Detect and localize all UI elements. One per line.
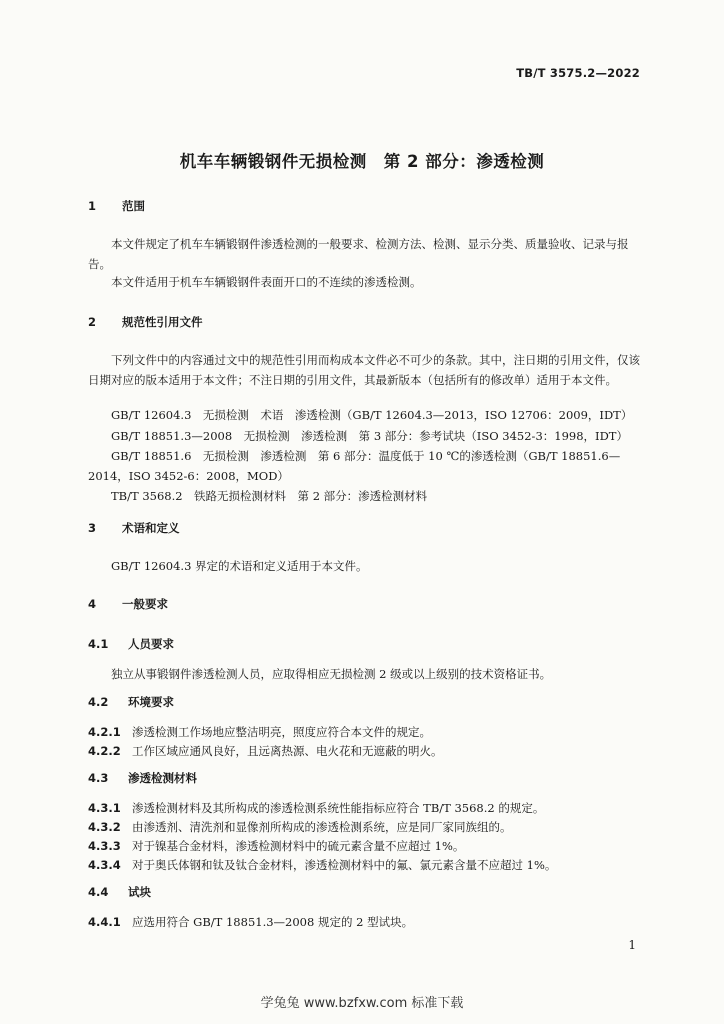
clause-text: 工作区域应通风良好，且远离热源、电火花和无遮蔽的明火。 xyxy=(132,744,443,758)
scope-paragraph-1: 本文件规定了机车车辆锻钢件渗透检测的一般要求、检测方法、检测、显示分类、质量验收、记录与报告。 xyxy=(88,237,629,271)
clause-number: 4.3.3 xyxy=(88,839,121,853)
section-title: 术语和定义 xyxy=(122,521,180,535)
section-title: 范围 xyxy=(122,199,145,213)
reference-item: GB/T 12604.3 无损检测 术语 渗透检测（GB/T 12604.3—2013，ISO 12706：2009，IDT） xyxy=(111,408,633,422)
section-title: 环境要求 xyxy=(128,695,174,709)
clause-item xyxy=(88,743,443,759)
section-title: 人员要求 xyxy=(128,637,174,651)
section-2-heading xyxy=(88,314,203,330)
document-title: 机车车辆锻钢件无损检测 第 2 部分：渗透检测 xyxy=(179,152,545,171)
section-3-heading xyxy=(88,520,180,536)
section-number: 2 xyxy=(88,315,97,329)
section-4-2-heading xyxy=(88,694,174,710)
reference-item: TB/T 3568.2 铁路无损检测材料 第 2 部分：渗透检测材料 xyxy=(111,489,428,503)
clause-text: 由渗透剂、清洗剂和显像剂所构成的渗透检测系统，应是同厂家同族组的。 xyxy=(132,820,512,834)
section-number: 3 xyxy=(88,521,97,535)
footer-watermark: 学兔兔 www.bzfxw.com 标准下载 xyxy=(260,996,464,1011)
clause-text: 对于奥氏体钢和钛及钛合金材料，渗透检测材料中的氟、氯元素含量不应超过 1%。 xyxy=(132,858,557,872)
section-number: 4 xyxy=(88,597,97,611)
scope-paragraph-2: 本文件适用于机车车辆锻钢件表面开口的不连续的渗透检测。 xyxy=(111,275,422,289)
clause-number: 4.3.2 xyxy=(88,820,121,834)
clause-item xyxy=(88,800,544,816)
section-title: 规范性引用文件 xyxy=(122,315,203,329)
references-intro: 下列文件中的内容通过文中的规范性引用而构成本文件必不可少的条款。其中，注日期的引用文件，仅该日期对应的版本适用于本文件；不注日期的引用文件，其最新版本（包括所有的修改单）适用于本文件。 xyxy=(88,353,640,387)
personnel-paragraph: 独立从事锻钢件渗透检测人员，应取得相应无损检测 2 级或以上级别的技术资格证书。 xyxy=(111,667,552,681)
clause-number: 4.3.4 xyxy=(88,858,121,872)
section-number: 1 xyxy=(88,199,97,213)
section-title: 渗透检测材料 xyxy=(128,771,197,785)
clause-text: 应选用符合 GB/T 18851.3—2008 规定的 2 型试块。 xyxy=(132,915,414,929)
clause-text: 对于镍基合金材料，渗透检测材料中的硫元素含量不应超过 1%。 xyxy=(132,839,465,853)
page-number: 1 xyxy=(628,938,636,952)
clause-number: 4.3.1 xyxy=(88,801,121,815)
clause-item xyxy=(88,857,556,873)
section-title: 一般要求 xyxy=(122,597,168,611)
clause-item xyxy=(88,914,413,930)
clause-number: 4.2.2 xyxy=(88,744,121,758)
section-4-1-heading xyxy=(88,636,174,652)
section-title: 试块 xyxy=(128,885,151,899)
clause-text: 渗透检测材料及其所构成的渗透检测系统性能指标应符合 TB/T 3568.2 的规定。 xyxy=(132,801,545,815)
clause-text: 渗透检测工作场地应整洁明亮，照度应符合本文件的规定。 xyxy=(132,725,431,739)
section-number: 4.3 xyxy=(88,771,109,785)
reference-item: GB/T 18851.6 无损检测 渗透检测 第 6 部分：温度低于 10 ℃的渗透检测（GB/T 18851.6—2014，ISO 3452-6：2008，MOD） xyxy=(88,449,621,483)
section-number: 4.4 xyxy=(88,885,109,899)
section-number: 4.2 xyxy=(88,695,109,709)
section-4-4-heading xyxy=(88,884,151,900)
section-4-3-heading xyxy=(88,770,197,786)
clause-number: 4.4.1 xyxy=(88,915,121,929)
reference-item: GB/T 18851.3—2008 无损检测 渗透检测 第 3 部分：参考试块（ISO 3452-3：1998，IDT） xyxy=(111,429,628,443)
terms-paragraph: GB/T 12604.3 界定的术语和定义适用于本文件。 xyxy=(111,559,368,573)
clause-item xyxy=(88,724,431,740)
clause-number: 4.2.1 xyxy=(88,725,121,739)
section-4-heading xyxy=(88,596,168,612)
clause-item xyxy=(88,819,512,835)
section-1-heading xyxy=(88,198,145,214)
section-number: 4.1 xyxy=(88,637,109,651)
clause-item xyxy=(88,838,464,854)
standard-code: TB/T 3575.2—2022 xyxy=(516,66,640,80)
